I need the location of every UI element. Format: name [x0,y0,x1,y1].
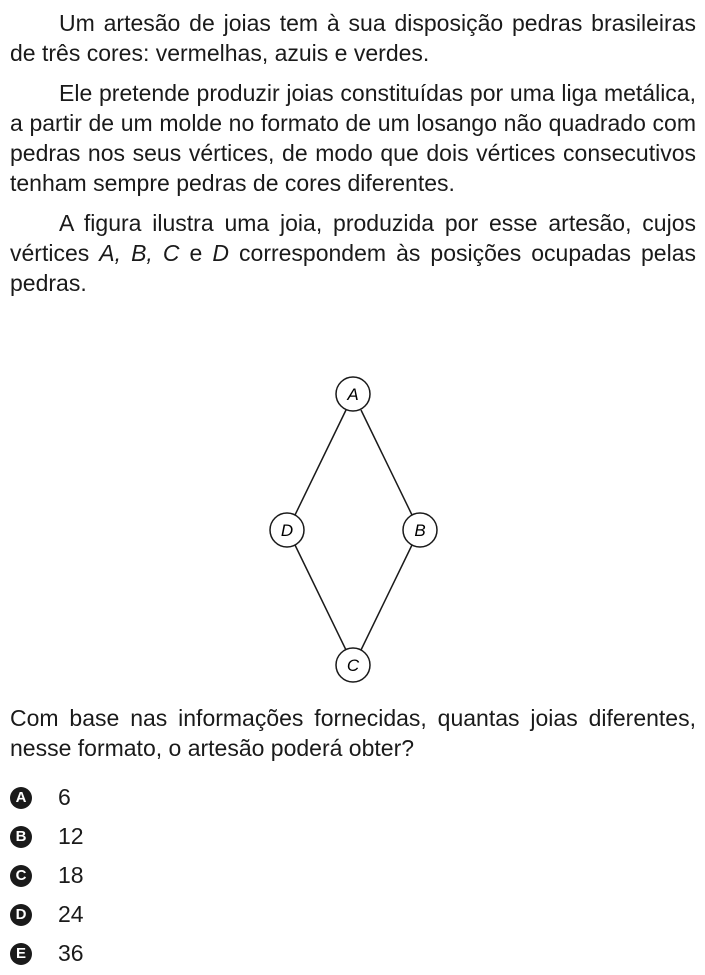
vertex-b [403,513,437,547]
question-statement [10,8,696,308]
edge-b-c [361,545,412,650]
vertex-c-label: C [346,656,360,675]
option-e[interactable] [10,934,696,973]
option-e-letter-badge: E [10,943,32,965]
paragraph-2: Ele pretende produzir joias constituídas por uma liga metálica, a partir de um molde no formato de um losango não quadrado com pedras nos seus vértices, de modo que dois vértices consecutivos tenham sempre pedras de cores diferentes. [10,80,696,196]
vertex-c [336,648,370,682]
option-d-text: 24 [58,901,84,927]
answer-options [10,778,696,973]
option-a[interactable] [10,778,696,817]
question-prompt [10,703,696,773]
option-a-letter-badge: A [10,787,32,809]
rhombus-figure [0,372,705,692]
edge-d-a [295,410,346,515]
vertex-b-label: B [414,521,426,540]
paragraph-3-text-before: A figura ilustra uma joia, produzida por esse artesão, cujos vértices [10,210,696,266]
vertex-d [270,513,304,547]
option-d[interactable] [10,895,696,934]
paragraph-3-text-after: correspondem às posições ocupadas pelas pedras. [10,240,697,296]
option-c-letter-badge: C [10,865,32,887]
option-b[interactable] [10,817,696,856]
option-b-text: 12 [58,823,84,849]
rhombus-diagram [0,372,705,692]
vertex-ref-b: B, [131,240,153,266]
prompt-text: Com base nas informações fornecidas, quantas joias diferentes, nesse formato, o artesão poderá obter? [10,705,696,761]
edge-a-b [361,410,412,515]
vertex-a-label: A [347,385,359,404]
option-c-text: 18 [58,862,84,888]
vertex-a [336,377,370,411]
option-e-text: 36 [58,940,84,966]
vertex-ref-c: C [162,240,180,266]
vertex-ref-d: D [212,240,229,266]
vertex-d-label: D [280,521,294,540]
option-c[interactable] [10,856,696,895]
option-b-letter-badge: B [10,826,32,848]
paragraph-1: Um artesão de joias tem à sua disposição pedras brasileiras de três cores: vermelhas, azuis e verdes. [10,10,696,66]
paragraph-3-conjunction: e [179,240,213,266]
paragraph-3 [10,208,696,298]
vertex-ref-a: A, [99,240,122,266]
option-a-text: 6 [58,784,71,810]
edge-c-d [295,545,346,650]
option-d-letter-badge: D [10,904,32,926]
